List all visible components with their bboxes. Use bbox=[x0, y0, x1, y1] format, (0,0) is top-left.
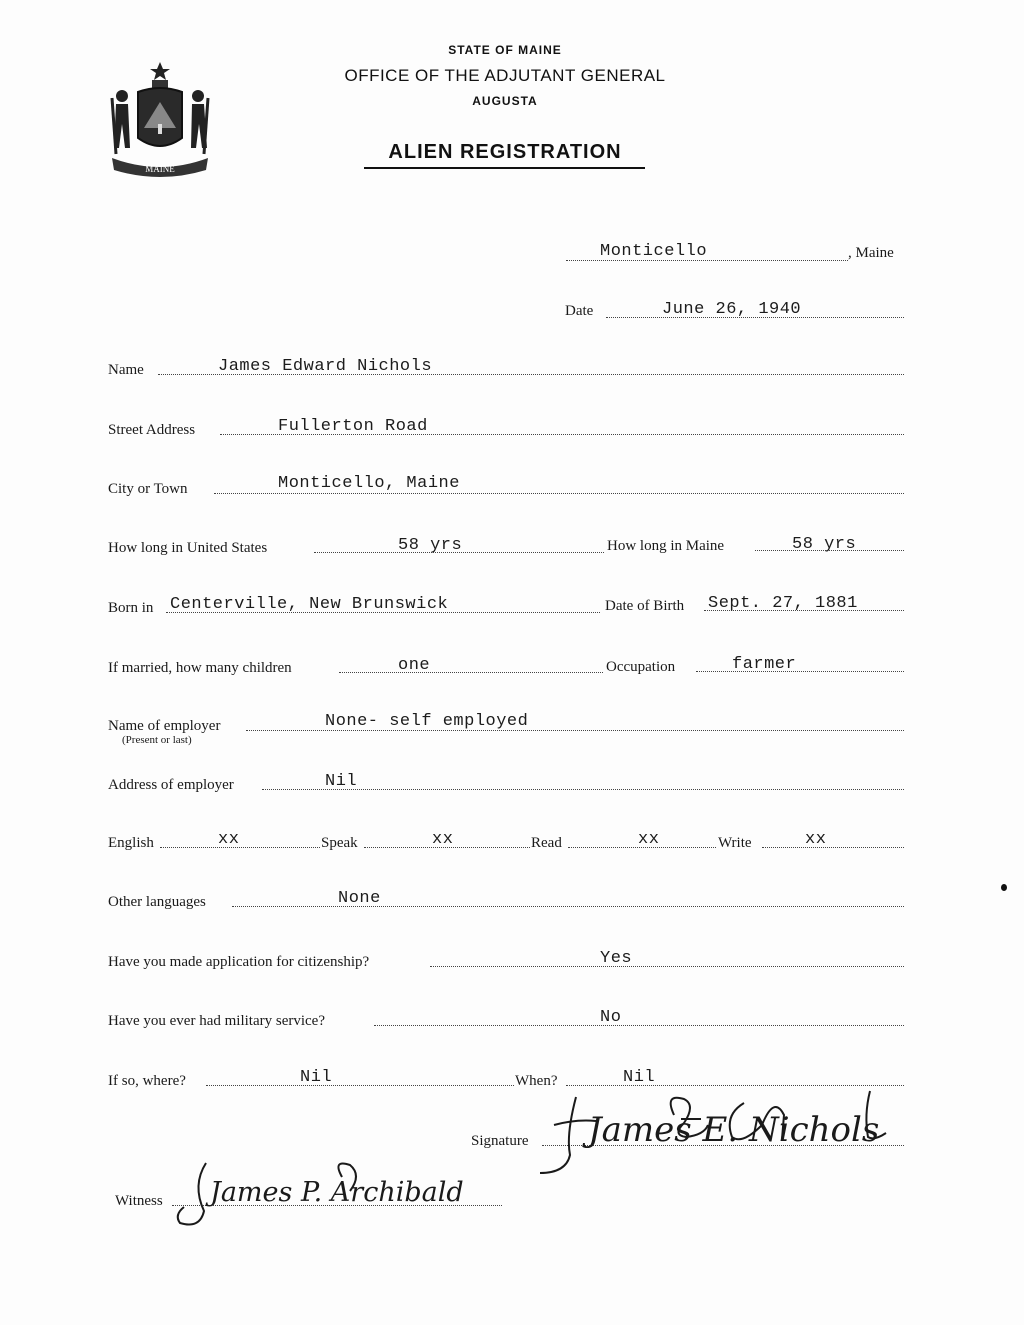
occupation-label: Occupation bbox=[606, 659, 676, 675]
read-label: Read bbox=[531, 835, 562, 851]
seal-lettering: MAINE bbox=[145, 164, 175, 174]
born-label: Born in bbox=[108, 600, 154, 616]
witness-label: Witness bbox=[115, 1193, 163, 1209]
where-line bbox=[206, 1085, 514, 1086]
military-line bbox=[374, 1025, 904, 1026]
speak-label: Speak bbox=[321, 835, 358, 851]
children-line bbox=[339, 672, 603, 673]
street-value: Fullerton Road bbox=[278, 417, 428, 436]
english-value: xx bbox=[218, 830, 240, 849]
citizenship-label: Have you made application for citizenship? bbox=[108, 954, 370, 970]
employer-address-value: Nil bbox=[325, 772, 358, 791]
write-label: Write bbox=[718, 835, 752, 851]
english-line bbox=[160, 847, 320, 848]
years-maine-value: 58 yrs bbox=[792, 535, 857, 554]
city-value: Monticello, Maine bbox=[278, 474, 460, 493]
name-label: Name bbox=[108, 362, 144, 378]
applicant-signature bbox=[536, 1085, 906, 1180]
header-city: AUGUSTA bbox=[472, 94, 538, 108]
where-value: Nil bbox=[300, 1068, 333, 1087]
form-title: ALIEN REGISTRATION bbox=[388, 141, 622, 163]
english-label: English bbox=[108, 835, 154, 851]
write-value: xx bbox=[805, 830, 827, 849]
header-state: STATE OF MAINE bbox=[448, 43, 562, 57]
name-value: James Edward Nichols bbox=[218, 357, 433, 376]
when-label: When? bbox=[515, 1073, 558, 1089]
years-maine-label: How long in Maine bbox=[607, 538, 725, 554]
military-label: Have you ever had military service? bbox=[108, 1013, 325, 1029]
children-value: one bbox=[398, 656, 431, 675]
employer-address-label: Address of employer bbox=[108, 777, 234, 793]
dob-label: Date of Birth bbox=[605, 598, 685, 614]
signature-label: Signature bbox=[471, 1133, 529, 1149]
born-value: Centerville, New Brunswick bbox=[170, 595, 449, 614]
children-label: If married, how many children bbox=[108, 660, 292, 676]
employer-sublabel: (Present or last) bbox=[122, 734, 192, 746]
speak-value: xx bbox=[432, 830, 454, 849]
read-value: xx bbox=[638, 830, 660, 849]
years-us-label: How long in United States bbox=[108, 540, 268, 556]
citizenship-value: Yes bbox=[600, 949, 633, 968]
street-label: Street Address bbox=[108, 422, 196, 438]
occupation-line bbox=[696, 671, 904, 672]
where-label: If so, where? bbox=[108, 1073, 186, 1089]
employer-value: None- self employed bbox=[325, 712, 529, 731]
date-value: June 26, 1940 bbox=[662, 300, 802, 319]
other-languages-value: None bbox=[338, 889, 381, 908]
title-underline bbox=[364, 167, 645, 169]
citizenship-line bbox=[430, 966, 904, 967]
ink-mark bbox=[1001, 884, 1007, 891]
other-languages-label: Other languages bbox=[108, 894, 206, 910]
header-office: OFFICE OF THE ADJUTANT GENERAL bbox=[344, 66, 666, 85]
witness-signature bbox=[170, 1155, 500, 1230]
city-line bbox=[214, 493, 904, 494]
dob-value: Sept. 27, 1881 bbox=[708, 594, 858, 613]
other-languages-line bbox=[232, 906, 904, 907]
when-value: Nil bbox=[623, 1068, 656, 1087]
date-label: Date bbox=[565, 303, 594, 319]
svg-text:James E. Nichols: James E. Nichols bbox=[588, 1110, 880, 1150]
military-value: No bbox=[600, 1008, 622, 1027]
city-label: City or Town bbox=[108, 481, 188, 497]
years-us-value: 58 yrs bbox=[398, 536, 463, 555]
svg-text:James P. Archibald: James P. Archibald bbox=[210, 1177, 464, 1208]
write-line bbox=[762, 847, 904, 848]
occupation-value: farmer bbox=[732, 655, 797, 674]
town-value: Monticello bbox=[600, 242, 708, 261]
maine-label: , Maine bbox=[848, 245, 894, 261]
employer-label: Name of employer bbox=[108, 718, 221, 734]
employer-address-line bbox=[262, 789, 904, 790]
